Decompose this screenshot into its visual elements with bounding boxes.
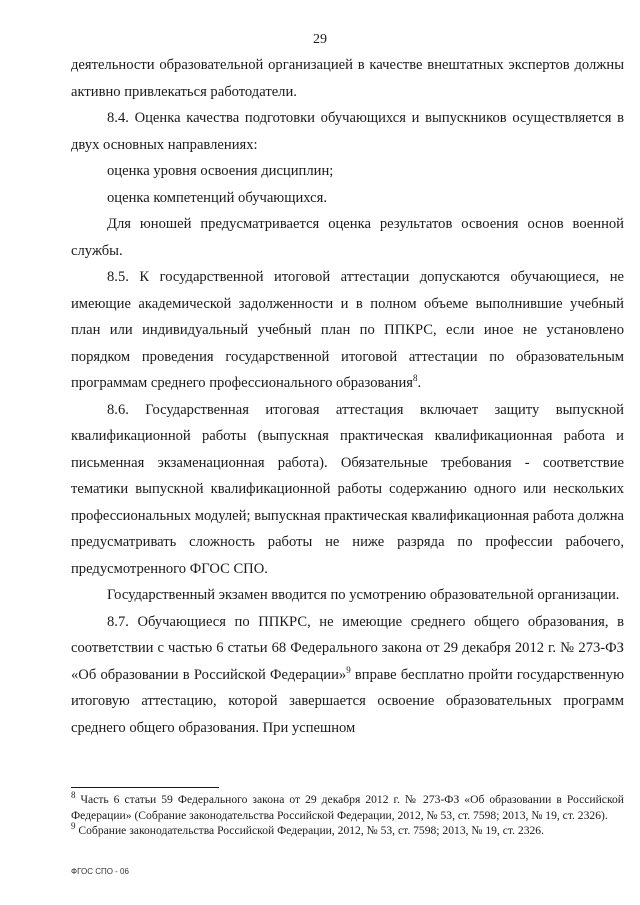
paragraph-8-4: 8.4. Оценка качества подготовки обучающихся и выпускников осуществляется в двух основных направлениях: [71,110,624,153]
paragraph-state-exam: Государственный экзамен вводится по усмотрению образовательной организации. [107,587,620,603]
paragraph-8-5: 8.5. К государственной итоговой аттестации допускаются обучающиеся, не имеющие академической задолженности и в полном объеме выполнившие учебный план или индивидуальный учебный план по ППКРС, если иное не установлено порядком проведения государственной итоговой аттестации по образовательным программам среднего профессионального образования$^8$. [71,269,624,391]
list-item-competences: оценка компетенций обучающихся. [107,189,327,206]
paragraph-8-7: 8.7. Обучающиеся по ППКРС, не имеющие среднего общего образования, в соответствии с частью 6 статьи 68 Федерального закона от 29 декабря 2012 г. № 273-ФЗ «Об образовании в Российской Федерации»$^9$ вправе бесплатно пройти государственную итоговую аттестацию, которой завершается освоение образовательных программ среднего общего образования. При успешном [71,613,624,736]
document-code: ФГОС СПО - 06 [71,867,129,876]
footnote-9: $^9$ Собрание законодательства Российской Федерации, 2012, № 53, ст. 7598; 2013, № 19, ст. 2326. [71,821,544,837]
paragraph-8-6: 8.6. Государственная итоговая аттестация включает защиту выпускной квалификационной работы (выпускная практическая квалификационная работа и письменная экзаменационная работа). Обязательные требования - соответствие тематики выпускной квалификационной работы содержанию одного или нескольких профессиональных модулей; выпускная практическая квалификационная работа должна предусматривать сложность работы не ниже разряда по профессии рабочего, предусмотренного ФГОС СПО. [71,401,624,577]
list-item-disciplines: оценка уровня освоения дисциплин; [107,163,334,179]
paragraph-military: Для юношей предусматривается оценка результатов освоения основ военной службы. [71,216,624,259]
footnote-8: $^8$ Часть 6 статьи 59 Федерального закона от 29 декабря 2012 г. № 273-ФЗ «Об образовании в Российской Федерации» (Собрание законодательства Российской Федерации, 2012, № 53, ст. 7598; 2013, № 19, ст. 2326). [71,790,624,822]
footnote-ref-9[interactable]: 9 [346,664,351,675]
footnote-divider [71,787,219,788]
footnotes [71,792,624,839]
page-number: 29 [313,32,327,47]
body-text [71,52,624,741]
footnote-ref-8[interactable]: 8 [413,373,418,384]
paragraph-continuation: деятельности образовательной организацией в качестве внештатных экспертов должны активно привлекаться работодатели. [71,57,624,100]
